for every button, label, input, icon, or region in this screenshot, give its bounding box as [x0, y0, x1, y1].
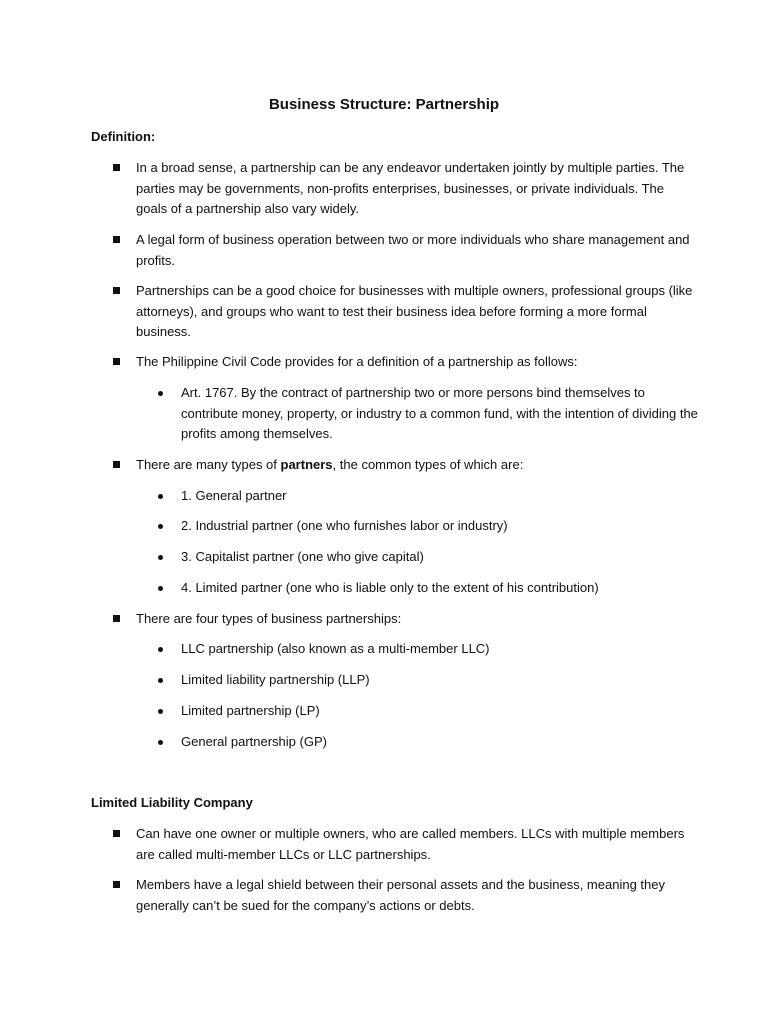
definition-bullet-1: In a broad sense, a partnership can be any endeavor undertaken jointly by multiple parties. The parties may be governments, non-profits enterprises, businesses, or private individuals. The goals of a partnership also vary widely. [136, 160, 685, 216]
partner-type-item: 3. Capitalist partner (one who give capital) [181, 549, 424, 564]
page-title: Business Structure: Partnership [268, 96, 500, 113]
round-bullet-icon [158, 709, 163, 714]
round-bullet-icon [158, 647, 163, 652]
definition-bullet-3: Partnerships can be a good choice for businesses with multiple owners, professional groups (like attorneys), and groups who want to test their business idea before forming a more formal business. [136, 283, 693, 339]
round-bullet-icon [158, 586, 163, 591]
partners-keyword: partners [280, 457, 333, 472]
round-bullet-icon [158, 678, 163, 683]
square-bullet-icon [113, 287, 120, 294]
partners-intro-tail: , the common types of which are: [332, 457, 524, 472]
partnership-type-item: Limited liability partnership (LLP) [181, 672, 370, 687]
round-bullet-icon [158, 494, 163, 499]
partnership-type-item: LLC partnership (also known as a multi-member LLC) [181, 641, 490, 656]
partner-type-item: 4. Limited partner (one who is liable only to the extent of his contribution) [181, 580, 599, 595]
definition-bullet-2: A legal form of business operation between two or more individuals who share management and profits. [136, 232, 690, 268]
civil-code-article: Art. 1767. By the contract of partnership two or more persons bind themselves to contribute money, property, or industry to a common fund, with the intention of dividing the profits among themselves. [181, 385, 698, 441]
square-bullet-icon [113, 358, 120, 365]
square-bullet-icon [113, 881, 120, 888]
square-bullet-icon [113, 164, 120, 171]
partner-type-item: 2. Industrial partner (one who furnishes labor or industry) [181, 518, 508, 533]
round-bullet-icon [158, 391, 163, 396]
partnership-type-item: General partnership (GP) [181, 734, 327, 749]
partnerships-intro: There are four types of business partnerships: [136, 611, 402, 626]
round-bullet-icon [158, 524, 163, 529]
definition-heading: Definition: [91, 129, 156, 144]
square-bullet-icon [113, 461, 120, 468]
llc-bullet-1: Can have one owner or multiple owners, who are called members. LLCs with multiple members are called multi-member LLCs or LLC partnerships. [136, 826, 685, 862]
llc-bullet-2: Members have a legal shield between their personal assets and the business, meaning they generally can’t be sued for the company’s actions or debts. [136, 877, 665, 913]
llc-heading: Limited Liability Company [91, 795, 253, 810]
square-bullet-icon [113, 236, 120, 243]
square-bullet-icon [113, 830, 120, 837]
partners-intro-text: There are many types of [136, 457, 281, 472]
square-bullet-icon [113, 615, 120, 622]
partnership-type-item: Limited partnership (LP) [181, 703, 320, 718]
partners-intro [136, 455, 696, 476]
definition-bullet-4: The Philippine Civil Code provides for a definition of a partnership as follows: [136, 354, 578, 369]
round-bullet-icon [158, 555, 163, 560]
round-bullet-icon [158, 740, 163, 745]
partner-type-item: 1. General partner [181, 488, 287, 503]
